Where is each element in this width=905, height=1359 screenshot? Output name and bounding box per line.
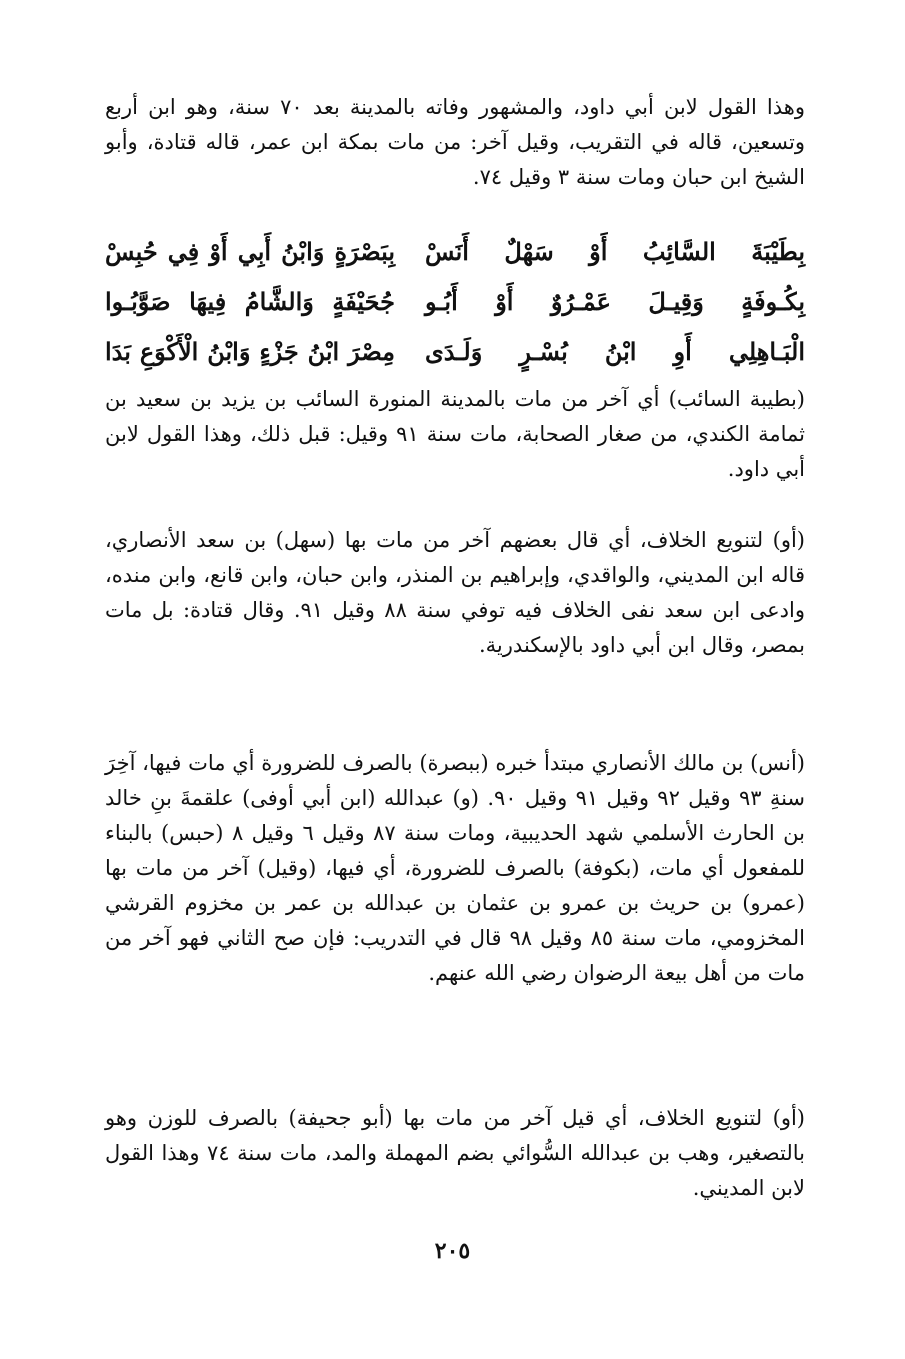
verse-2-second-hemistich: جُحَيْفَةٍ وَالشَّامُ فِيهَا صَوَّبُـوا <box>105 286 395 316</box>
poem-verse-1 <box>105 226 805 276</box>
poem-verse-2 <box>105 276 805 326</box>
paragraph-2: (بطيبة السائب) أي آخر من مات بالمدينة المنورة السائب بن يزيد بن سعيد بن ثمامة الكندي، من صغار الصحابة، مات سنة ٩١ وقيل: قبل ذلك، وهذا القول لابن أبي داود. <box>105 387 805 481</box>
page-number: ٢٠٥ <box>434 1238 471 1264</box>
paragraph-3: (أو) لتنويع الخلاف، أي قال بعضهم آخر من مات بها (سهل) بن سعد الأنصاري، قاله ابن المديني، والواقدي، وإبراهيم بن المنذر، وابن حبان، وابن قانع، وابن منده، وادعى ابن سعد نفى الخلاف فيه توفي سنة ٨٨ وقيل ٩١. وقال قتادة: بل مات بمصر، وقال ابن أبي داود بالإسكندرية. <box>105 528 805 657</box>
poem-block <box>105 226 805 376</box>
verse-1-second-hemistich: بِبَصْرَةٍ وَابْنُ أَبِي أَوْ فِي حُبِسْ <box>105 236 395 266</box>
verse-3-second-hemistich: مِصْرَ ابْنُ جَزْءٍ وَابْنُ الْأَكْوَعِ بَدَا <box>105 336 395 366</box>
verse-1-first-hemistich: بِطَيْبَةَ السَّائِبُ أَوْ سَهْلٌ أَنَسْ <box>425 236 805 266</box>
verse-2-first-hemistich: بِكُـوفَةٍ وَقِيـلَ عَمْـرُوٌ أَوْ أَبُـو <box>425 286 805 316</box>
paragraph-5: (أو) لتنويع الخلاف، أي قيل آخر من مات بها (أبو جحيفة) بالصرف للوزن وهو بالتصغير، وهب بن عبدالله السُّوائي بضم المهملة والمد، مات سنة ٧٤ وهذا القول لابن المديني. <box>105 1106 805 1200</box>
paragraph-1: وهذا القول لابن أبي داود، والمشهور وفاته بالمدينة بعد ٧٠ سنة، وهو ابن أربع وتسعين، قاله في التقريب، وقيل آخر: من مات بمكة ابن عمر، قاله قتادة، وأبو الشيخ ابن حبان ومات سنة ٣ وقيل ٧٤. <box>105 95 806 189</box>
poem-verse-3 <box>105 326 805 376</box>
paragraph-4: (أنس) بن مالك الأنصاري مبتدأ خبره (ببصرة) بالصرف للضرورة أي مات فيها، آخِرَ سنةِ ٩٣ وقيل ٩٢ وقيل ٩١ وقيل ٩٠. (و) عبدالله (ابن أبي أوفى) علقمةَ بنِ خالد بن الحارث الأسلمي شهد الحديبية، ومات سنة ٨٧ وقيل ٦ وقيل ٨ (حبس) بالبناء للمفعول أي مات، (بكوفة) بالصرف للضرورة، أي فيها، (وقيل) آخر من مات بها (عمرو) بن حريث بن عمرو بن عثمان بن عبدالله بن عمر بن مخزوم القرشي المخزومي، مات سنة ٨٥ وقيل ٩٨ قال في التدريب: فإن صح الثاني فهو آخر من مات من أهل بيعة الرضوان رضي الله عنهم. <box>105 751 806 985</box>
verse-3-first-hemistich: الْبَـاهِلِي أَوِ ابْنُ بُسْـرٍ وَلَـدَى <box>425 336 805 366</box>
